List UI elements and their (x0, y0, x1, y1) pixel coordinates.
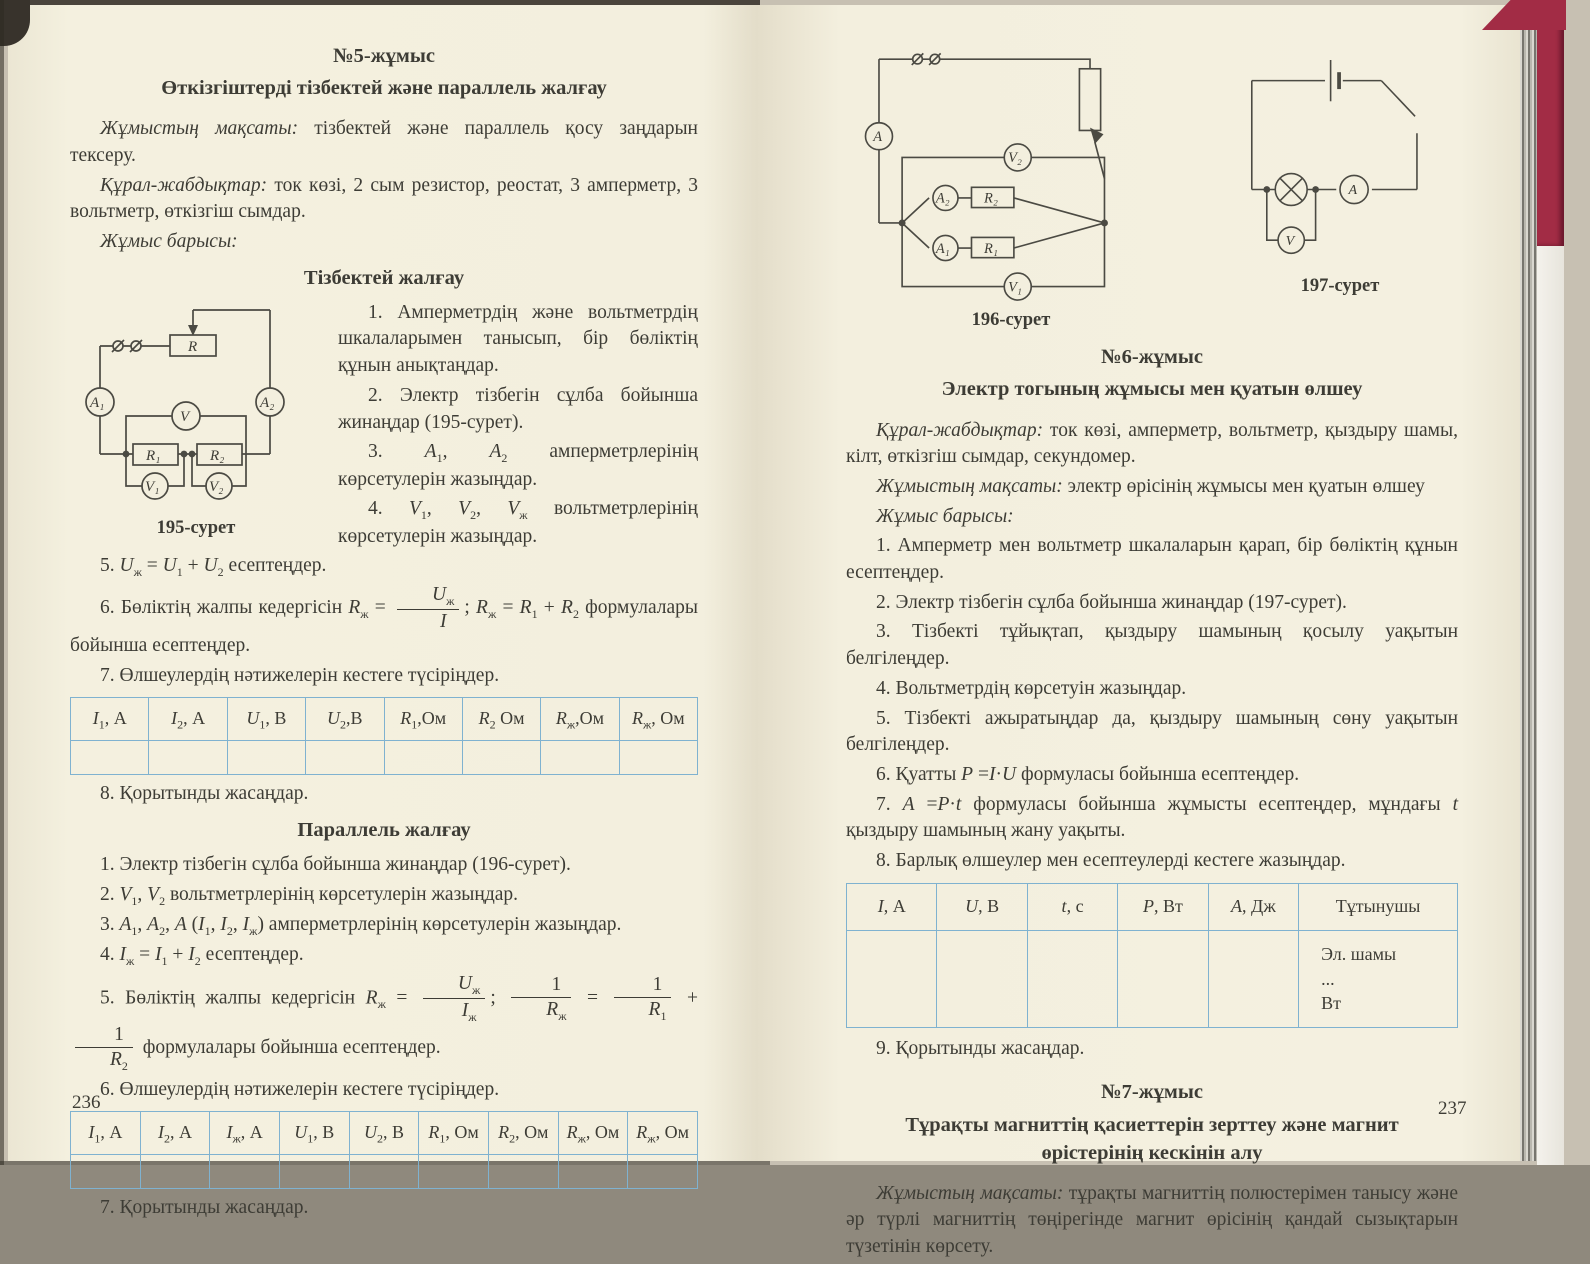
svg-text:V: V (180, 408, 190, 425)
table-cell (541, 741, 619, 775)
table-cell (384, 741, 462, 775)
equipment-label: Құрал-жабдықтар: (876, 419, 1044, 441)
work6-procedure (846, 504, 1458, 531)
table-cell: A, Дж (1208, 883, 1298, 930)
purpose-text: электр өрісінің жұмысы мен қуатын өлшеу (1062, 475, 1425, 497)
resistor-r1-icon (133, 444, 178, 465)
book-top-edge (0, 0, 760, 5)
svg-text:R: R (188, 338, 198, 355)
serial-step-6: 6. Бөліктің жалпы кедергісін $R_ж$ = $\frac{U_ж}{I}$ ; $R_ж = R_1 + R_2$ формулалары бойынша есептеңдер. (70, 583, 699, 656)
table-cell (1208, 930, 1298, 1027)
table-cell (847, 930, 937, 1027)
table-cell: $I_2$, А (140, 1112, 210, 1155)
table-cell (628, 1155, 698, 1189)
step-item: 1. Электр тізбегін сұлба бойынша жинаңдар (196-сурет). (100, 854, 571, 875)
svg-text:V: V (1285, 232, 1295, 249)
step-item: 1. Амперметрдің және вольтметрдің шкалаларымен танысып, бір бөліктің құнын анықтаңдар. (338, 301, 698, 377)
svg-text:V₁: V₁ (1008, 279, 1022, 296)
step-item: 3. $A_1$, $A_2$ амперметрлерінің көрсетулерін жазыңдар. (338, 441, 699, 490)
ammeter-a1-icon (86, 388, 114, 416)
equipment-text: ток көзі, 2 сым резистор, реостат, 3 амперметр, 3 вольтметр, өткізгіш сымдар. (70, 174, 698, 223)
figure-197-caption: 197-сурет (1300, 276, 1380, 296)
work6-purpose (846, 474, 1458, 501)
svg-text:V₂: V₂ (1008, 150, 1022, 167)
table-cell (71, 741, 149, 775)
table-cell: Тұтынушы (1299, 883, 1458, 930)
step-item: 4. Вольтметрдің көрсетуін жазыңдар. (876, 677, 1187, 699)
table-cell: $R_ж,Ом$ (541, 698, 619, 741)
figure-195-caption: 195-сурет (156, 517, 236, 538)
resistor-r2-icon (197, 444, 242, 465)
purpose-label: Жұмыстың мақсаты: (876, 1182, 1064, 1204)
table-cell: $R_ж$, Ом (619, 698, 697, 741)
table-cell: $R_1,Ом$ (384, 698, 462, 741)
circuit-196-figure (852, 34, 1170, 333)
table-cell: U, В (937, 883, 1027, 930)
table-cell: $U_1$, В (279, 1112, 349, 1155)
purpose-label: Жұмыстың мақсаты: (100, 118, 299, 140)
step-item: 3. $A_1$, $A_2$, A ($I_1$, $I_2$, $I_ж$) амперметрлерінің көрсетулерін жазыңдар. (100, 914, 622, 938)
table-cell: $I_ж$, А (210, 1112, 280, 1155)
step-item: 2. Электр тізбегін сұлба бойынша жинаңдар (197-сурет). (876, 591, 1347, 613)
equipment-label: Құрал-жабдықтар: (100, 174, 268, 196)
book-left-edge (0, 0, 4, 1165)
voltmeter-v1-icon (1004, 273, 1031, 300)
svg-text:A₁: A₁ (90, 394, 105, 411)
step-item: 1. Амперметр мен вольтметр шкалаларын қарап, бір бөліктің құнын есептеңдер. (846, 535, 1458, 584)
work6-equipment (846, 418, 1458, 471)
circuit-196-diagram (852, 34, 1170, 304)
table-cell (71, 1155, 141, 1189)
table-empty-row (71, 741, 698, 775)
table-cell (227, 741, 305, 775)
table-cell (279, 1155, 349, 1189)
step-item: 2. $V_1$, $V_2$ вольтметрлерінің көрсетулерін жазыңдар. (100, 883, 519, 908)
serial-heading: Тізбектей жалғау (303, 266, 465, 289)
table-cell: $R_ж$, Ом (558, 1112, 628, 1155)
table-cell: Эл. шамы ... Вт (1299, 930, 1458, 1027)
purpose-text: тұрақты магниттің полюстерімен танысу және әр түрлі магниттің төңірегінде магнит өрісінің қандай сызықтарын түзетінін көрсету. (846, 1182, 1458, 1258)
voltmeter-v2-icon (206, 473, 232, 499)
right-page (846, 30, 1458, 1264)
serial-step-8: 8. Қорытынды жасаңдар. (100, 783, 309, 805)
table-cell: $I_1$, А (71, 698, 149, 741)
work5-equipment (70, 173, 698, 226)
parallel-step-6: 6. Өлшеулердің нәтижелерін кестеге түсіріңдер. (100, 1078, 500, 1100)
step-item: 5. Тізбекті ажыратыңдар да, қыздыру шамының сөну уақытын белгілеңдер. (846, 707, 1458, 756)
work6-step-9: 9. Қорытынды жасаңдар. (876, 1037, 1085, 1059)
svg-text:V₂: V₂ (209, 478, 224, 495)
table-cell: t, с (1027, 883, 1117, 930)
table-cell: $R_ж$, Ом (628, 1112, 698, 1155)
ammeter-a2-icon (256, 388, 284, 416)
step-item: 7. A =P·t формуласы бойынша жұмысты есептеңдер, мұндағы t қыздыру шамының жану уақыты. (846, 793, 1459, 842)
serial-results-table (70, 697, 698, 775)
table-cell (419, 1155, 489, 1189)
parallel-steps (70, 852, 698, 970)
procedure-label: Жұмыс барысы: (876, 505, 1014, 527)
work7-purpose (846, 1181, 1458, 1261)
svg-text:A: A (873, 129, 883, 146)
purpose-label: Жұмыстың мақсаты: (876, 475, 1063, 497)
svg-text:R₂: R₂ (984, 190, 998, 207)
parallel-results-table (70, 1111, 698, 1189)
table-cell (140, 1155, 210, 1189)
table-body-row (847, 930, 1458, 1027)
serial-step-7: 7. Өлшеулердің нәтижелерін кестеге түсіріңдер. (100, 664, 500, 686)
table-header-row (847, 883, 1458, 930)
work5-procedure (70, 229, 698, 256)
parallel-heading: Параллель жалғау (297, 818, 471, 841)
page-number-left: 236 (72, 1092, 101, 1113)
step-item: 6. Қуатты P =I·U формуласы бойынша есептеңдер. (876, 763, 1300, 785)
table-header-row (71, 1112, 698, 1155)
ammeter-a2-icon (933, 185, 958, 210)
table-cell (619, 741, 697, 775)
table-cell: $I_2$, А (149, 698, 227, 741)
table-cell (1027, 930, 1117, 1027)
svg-text:A₁: A₁ (935, 240, 950, 257)
step-item: 4. $V_1$, $V_2$, $V_ж$ вольтметрлерінің көрсетулерін жазыңдар. (338, 498, 698, 547)
circuit-195-diagram (76, 304, 316, 512)
table-cell: $R_1$, Ом (419, 1112, 489, 1155)
svg-text:A₂: A₂ (260, 394, 275, 411)
table-cell: $U_2,В$ (306, 698, 384, 741)
procedure-label: Жұмыс барысы: (100, 230, 238, 252)
step-item: 4. $I_ж = I_1 + I_2$ есептеңдер. (100, 944, 304, 969)
ammeter-a1-icon (933, 235, 958, 260)
resistor-r1-icon (971, 237, 1013, 257)
page-stack-edge (1520, 5, 1537, 1161)
table-empty-row (71, 1155, 698, 1189)
work6-results-table (846, 883, 1458, 1028)
table-cell (349, 1155, 419, 1189)
table-cell (306, 741, 384, 775)
table-cell: $R_2$ Ом (462, 698, 540, 741)
rheostat-r-icon (170, 335, 216, 356)
ammeter-a-icon (1340, 175, 1368, 203)
table-cell: $U_1$, В (227, 698, 305, 741)
work5-title: №5-жұмыс (333, 45, 435, 67)
svg-text:A₂: A₂ (935, 190, 950, 207)
table-cell (210, 1155, 280, 1189)
svg-text:A: A (1348, 182, 1358, 199)
ammeter-a-icon (865, 123, 892, 150)
purpose-text: тізбектей және параллель қосу заңдарын тексеру. (70, 118, 698, 166)
step-item: 5. $U_ж = U_1 + U_2$ есептеңдер. (100, 555, 327, 580)
table-cell (1118, 930, 1208, 1027)
voltmeter-v1-icon (142, 473, 168, 499)
work7-subtitle: Тұрақты магниттің қасиеттерін зерттеу және магнит өрістерінің кескінін алу (905, 1113, 1399, 1164)
figures-row (852, 34, 1458, 333)
svg-text:R₂: R₂ (210, 447, 225, 464)
step-item: 2. Электр тізбегін сұлба бойынша жинаңдар (195-сурет). (338, 384, 698, 433)
equipment-text: ток көзі, амперметр, вольтметр, қыздыру шамы, кілт, өткізгіш сымдар, секундомер. (846, 419, 1458, 468)
table-cell (149, 741, 227, 775)
table-cell (937, 930, 1027, 1027)
voltmeter-v-icon (1278, 227, 1304, 253)
step-item: 3. Тізбекті тұйықтап, қыздыру шамының қосылу уақытын белгілеңдер. (846, 621, 1458, 670)
table-cell: I, А (847, 883, 937, 930)
svg-text:V₁: V₁ (145, 478, 160, 495)
work6-subtitle: Электр тогының жұмысы мен қуатын өлшеу (941, 378, 1363, 401)
circuit-197-figure (1218, 48, 1462, 299)
table-cell: $R_2$, Ом (488, 1112, 558, 1155)
work6-steps (846, 533, 1458, 874)
work6-title: №6-жұмыс (1101, 346, 1203, 369)
page-number-right: 237 (1438, 1098, 1467, 1119)
table-header-row (71, 698, 698, 741)
battery-icon (1331, 60, 1339, 101)
step-item: 8. Барлық өлшеулер мен есептеулерді кестеге жазыңдар. (876, 850, 1346, 872)
cover-red-strip (1537, 0, 1564, 246)
svg-text:R₁: R₁ (146, 447, 161, 464)
circuit-197-diagram (1218, 48, 1462, 270)
parallel-step-7: 7. Қорытынды жасаңдар. (100, 1197, 309, 1219)
lamp-icon (1275, 174, 1307, 206)
table-cell: P, Вт (1118, 883, 1208, 930)
circuit-195-figure (70, 304, 322, 541)
voltmeter-v-icon (172, 402, 200, 430)
table-cell (558, 1155, 628, 1189)
left-page (70, 42, 698, 1225)
work5-subtitle: Өткізгіштерді тізбектей және параллель жалғау (161, 77, 607, 100)
work5-purpose (70, 116, 698, 169)
figure-196-caption: 196-сурет (971, 310, 1051, 330)
table-cell: $U_2$, В (349, 1112, 419, 1155)
svg-text:R₁: R₁ (984, 240, 998, 257)
voltmeter-v2-icon (1004, 144, 1031, 171)
parallel-step-5: 5. Бөліктің жалпы кедергісін $R_ж$ = $\frac{U_ж}{I_ж}$ ; $\frac{1}{R_ж}$ = $\frac{1}{R_1}$ + $\frac{1}{R_2}$ формулалары бойынша есептеңдер. (70, 973, 698, 1074)
work7-title: №7-жұмыс (1101, 1081, 1203, 1104)
table-cell: $I_1$, А (71, 1112, 141, 1155)
resistor-r2-icon (971, 187, 1013, 207)
table-cell (462, 741, 540, 775)
switch-icon (1381, 81, 1415, 117)
table-cell (488, 1155, 558, 1189)
